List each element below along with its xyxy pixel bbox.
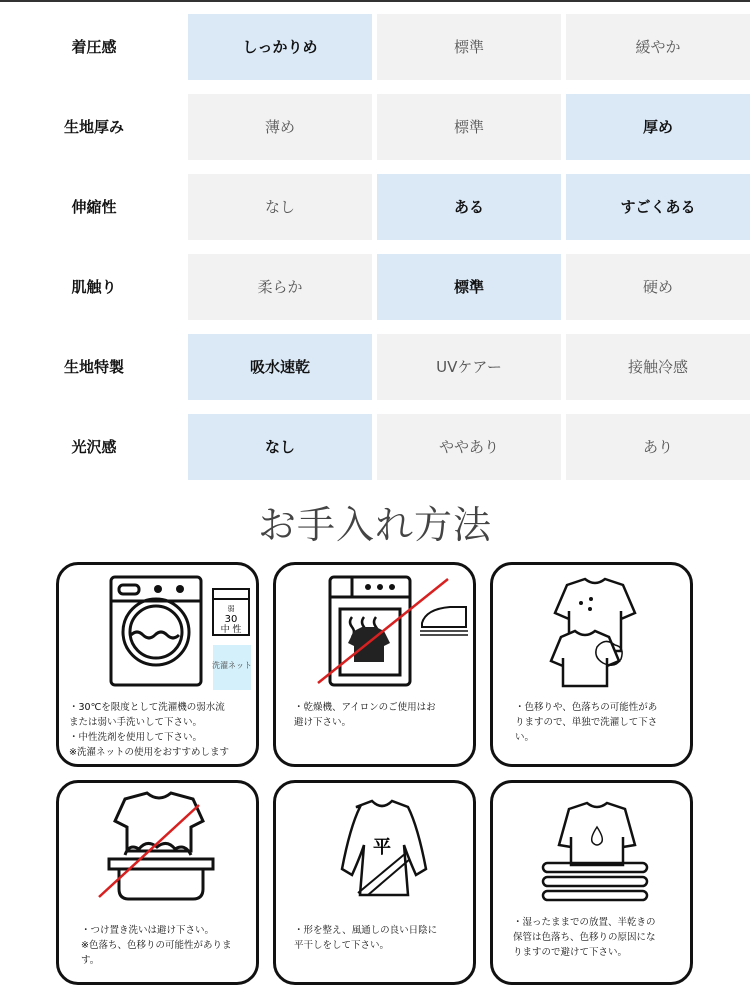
spec-row <box>0 254 750 320</box>
svg-text:洗濯ネット: 洗濯ネット <box>212 661 252 670</box>
spec-option: 薄め <box>188 94 372 160</box>
spec-label: 光沢感 <box>71 438 117 456</box>
care-card-damp-storage <box>490 780 693 985</box>
flat-dry-shade-icon <box>276 783 476 985</box>
care-text: ・形を整え、風通しの良い日陰に 平干しをして下さい。 <box>294 925 438 951</box>
top-divider <box>0 0 750 2</box>
spec-option: UVケアー <box>377 334 561 400</box>
care-card-no-soak <box>56 780 259 985</box>
spec-label: 肌触り <box>71 278 117 296</box>
no-dryer-no-iron-icon <box>276 565 476 767</box>
spec-label: 生地厚み <box>63 118 124 136</box>
spec-option-selected: 標準 <box>377 254 561 320</box>
spec-option: 緩やか <box>566 14 750 80</box>
spec-option-selected: なし <box>188 414 372 480</box>
spec-option-selected: ある <box>377 174 561 240</box>
spec-label: 着圧感 <box>71 38 117 56</box>
spec-row <box>0 334 750 400</box>
spec-row <box>0 14 750 80</box>
spec-option: 接触冷感 <box>566 334 750 400</box>
spec-label: 生地特製 <box>63 358 124 376</box>
spec-label: 伸縮性 <box>71 198 117 216</box>
spec-row <box>0 414 750 480</box>
spec-option: ややあり <box>377 414 561 480</box>
care-card-no-dryer <box>273 562 476 767</box>
spec-option: 柔らか <box>188 254 372 320</box>
care-text: ・湿ったままでの放置、半乾きの 保管は色落ち、色移りの原因にな りますので避けて下さい。 <box>513 917 656 958</box>
spec-row <box>0 94 750 160</box>
care-text: ・つけ置き洗いは避け下さい。 ※色落ち、色移りの可能性がありま す。 <box>81 925 232 966</box>
svg-text:平: 平 <box>373 837 391 858</box>
care-card-wash <box>56 562 259 767</box>
spec-option: 硬め <box>566 254 750 320</box>
care-text: ・30℃を限度として洗濯機の弱水流 または弱い手洗いして下さい。 ・中性洗剤を使用して下さい。 ※洗濯ネットの使用をおすすめします <box>69 702 230 758</box>
spec-option-selected: しっかりめ <box>188 14 372 80</box>
spec-option: 標準 <box>377 14 561 80</box>
care-heading: お手入れ方法 <box>257 503 492 547</box>
spec-row <box>0 174 750 240</box>
spec-option: なし <box>188 174 372 240</box>
care-card-color-transfer <box>490 562 693 767</box>
svg-text:弱: 弱 <box>227 605 235 613</box>
care-text: ・色移りや、色落ちの可能性があ りますので、単独で洗濯して下さ い。 <box>515 702 658 743</box>
spec-option: あり <box>566 414 750 480</box>
svg-text:中 性: 中 性 <box>220 625 242 635</box>
spec-option-selected: 厚め <box>566 94 750 160</box>
spec-option-selected: すごくある <box>566 174 750 240</box>
svg-text:30: 30 <box>224 614 238 625</box>
spec-option: 標準 <box>377 94 561 160</box>
care-text: ・乾燥機、アイロンのご使用はお 避け下さい。 <box>294 702 436 728</box>
care-card-flat-dry <box>273 780 476 985</box>
spec-option-selected: 吸水速乾 <box>188 334 372 400</box>
